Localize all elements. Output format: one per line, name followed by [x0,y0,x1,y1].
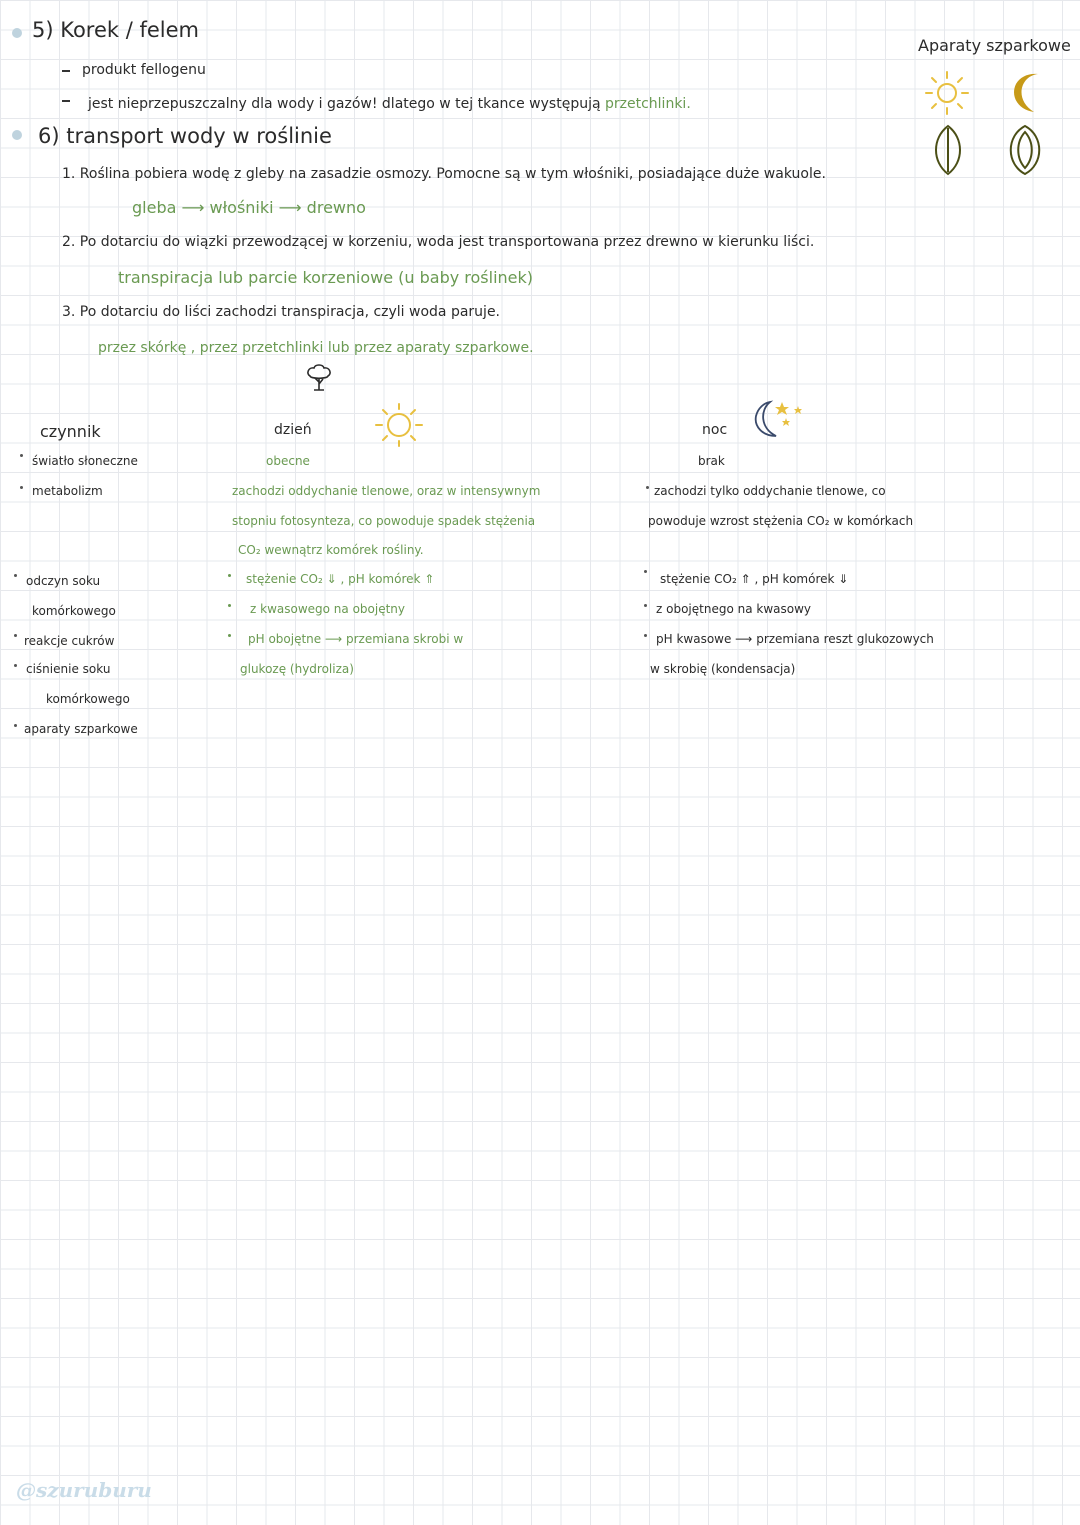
step-1-flow: gleba ⟶ włośniki ⟶ drewno [132,198,366,217]
day-sugar-1: pH obojętne ⟶ przemiana skrobi w [248,632,464,646]
korek-line-2-text: jest nieprzepuszczalny dla wody i gazów! dlatego w tej tkance występują [88,96,601,112]
list-dash [62,100,70,102]
section-bullet [12,28,22,38]
factor-sugar: reakcje cukrów [24,634,115,648]
night-sugar-2: w skrobię (kondensacja) [650,662,796,676]
day-metab-3: CO₂ wewnątrz komórek rośliny. [238,543,424,557]
factor-dot [14,574,17,577]
factor-pressure-2: komórkowego [46,692,130,706]
przetchlinki-highlight: przetchlinki. [605,96,691,112]
open-stoma-icon [1002,124,1048,176]
header-factor: czynnik [40,422,101,441]
korek-line-1: produkt fellogenu [82,62,206,78]
step-3-note: przez skórkę , przez przetchlinki lub przez aparaty szparkowe. [98,340,534,356]
factor-dot [14,634,17,637]
day-dot [228,634,231,637]
day-dot [228,604,231,607]
step-3-text: 3. Po dotarciu do liści zachodzi transpiracja, czyli woda paruje. [62,304,501,320]
night-dot [646,486,649,489]
tree-icon [304,362,334,392]
day-sun-icon [374,402,424,448]
night-moon-stars-icon [752,398,806,440]
step-1-text: 1. Roślina pobiera wodę z gleby na zasadzie osmozy. Pomocne są w tym włośniki, posiadające duże wakuole. [62,166,826,182]
factor-dot [14,724,17,727]
section-5-title: 5) Korek / felem [32,18,200,42]
night-sugar-1: pH kwasowe ⟶ przemiana reszt glukozowych [656,632,934,646]
header-night: noc [702,422,728,438]
night-light: brak [698,454,725,468]
moon-icon [1008,70,1048,116]
factor-dot [14,664,17,667]
day-metab-1: zachodzi oddychanie tlenowe, oraz w intensywnym [232,484,541,498]
watermark: @szuruburu [16,1478,152,1502]
factor-metabolism: metabolizm [32,484,103,498]
night-ph-a: stężenie CO₂ ⇑ , pH komórek ⇓ [660,572,849,586]
factor-light: światło słoneczne [32,454,138,468]
factor-pressure-1: ciśnienie soku [26,662,111,676]
factor-ph-1: odczyn soku [26,574,101,588]
section-6-title: 6) transport wody w roślinie [38,124,332,148]
night-dot [644,634,647,637]
day-dot [228,574,231,577]
day-sugar-2: glukozę (hydroliza) [240,662,354,676]
factor-ph-2: komórkowego [32,604,116,618]
night-dot [644,604,647,607]
day-ph-b: z kwasowego na obojętny [250,602,405,616]
night-metab-1: zachodzi tylko oddychanie tlenowe, co [654,484,886,498]
section-bullet [12,130,22,140]
step-2-note: transpiracja lub parcie korzeniowe (u baby roślinek) [118,268,534,287]
night-metab-2: powoduje wzrost stężenia CO₂ w komórkach [648,514,914,528]
factor-dot [20,454,23,457]
closed-leaf-icon [928,124,968,176]
header-day: dzień [274,422,312,438]
factor-dot [20,486,23,489]
factor-stomata: aparaty szparkowe [24,722,138,736]
day-ph-a: stężenie CO₂ ⇓ , pH komórek ⇑ [246,572,435,586]
stomata-title: Aparaty szparkowe [918,36,1071,55]
step-2-text: 2. Po dotarciu do wiązki przewodzącej w korzeniu, woda jest transportowana przez drewno w kierunku liści. [62,234,815,250]
sun-icon [924,70,970,116]
korek-line-2 [88,96,691,112]
day-light: obecne [266,454,310,468]
night-dot [644,570,647,573]
list-dash [62,70,70,72]
day-metab-2: stopniu fotosynteza, co powoduje spadek stężenia [232,514,536,528]
night-ph-b: z obojętnego na kwasowy [656,602,811,616]
